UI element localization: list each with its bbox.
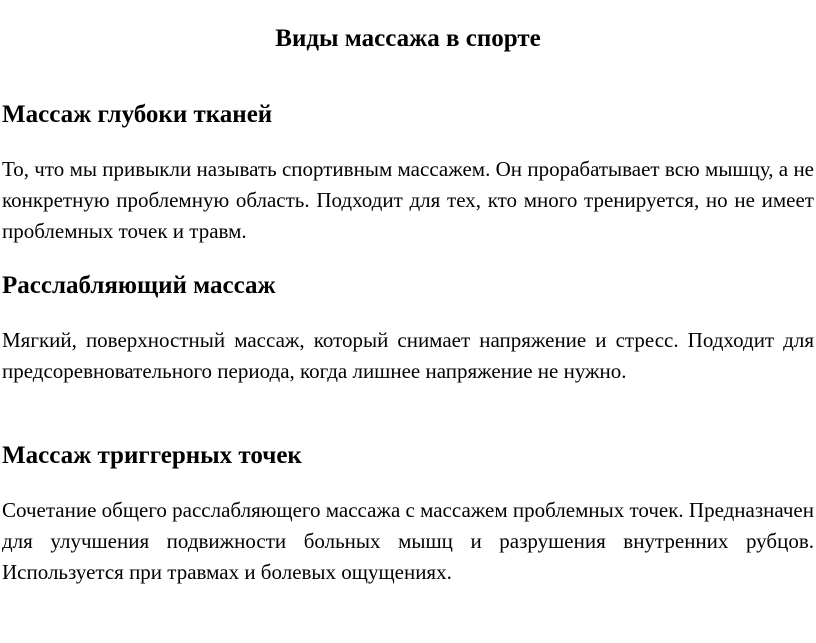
section-heading-trigger-points: Массаж триггерных точек: [2, 442, 302, 469]
section-heading-deep-tissue: Массаж глубоки тканей: [2, 101, 273, 128]
section-body-relaxing: Мягкий, поверхностный массаж, который снимает напряжение и стресс. Подходит для предсоревновательного периода, когда лишнее напряжение не нужно.: [2, 328, 814, 383]
section-heading-relaxing: Расслабляющий массаж: [2, 272, 276, 299]
section-body-deep-tissue: То, что мы привыкли называть спортивным массажем. Он прорабатывает всю мышцу, а не конкретную проблемную область. Подходит для тех, кто много тренируется, но не имеет проблемных точек и травм.: [2, 157, 814, 243]
section-body-trigger-points: Сочетание общего расслабляющего массажа с массажем проблемных точек. Предназначен для улучшения подвижности больных мышц и разрушения внутренних рубцов. Используется при травмах и болевых ощущениях.: [2, 498, 814, 584]
page-title: Виды массажа в спорте: [275, 25, 541, 52]
